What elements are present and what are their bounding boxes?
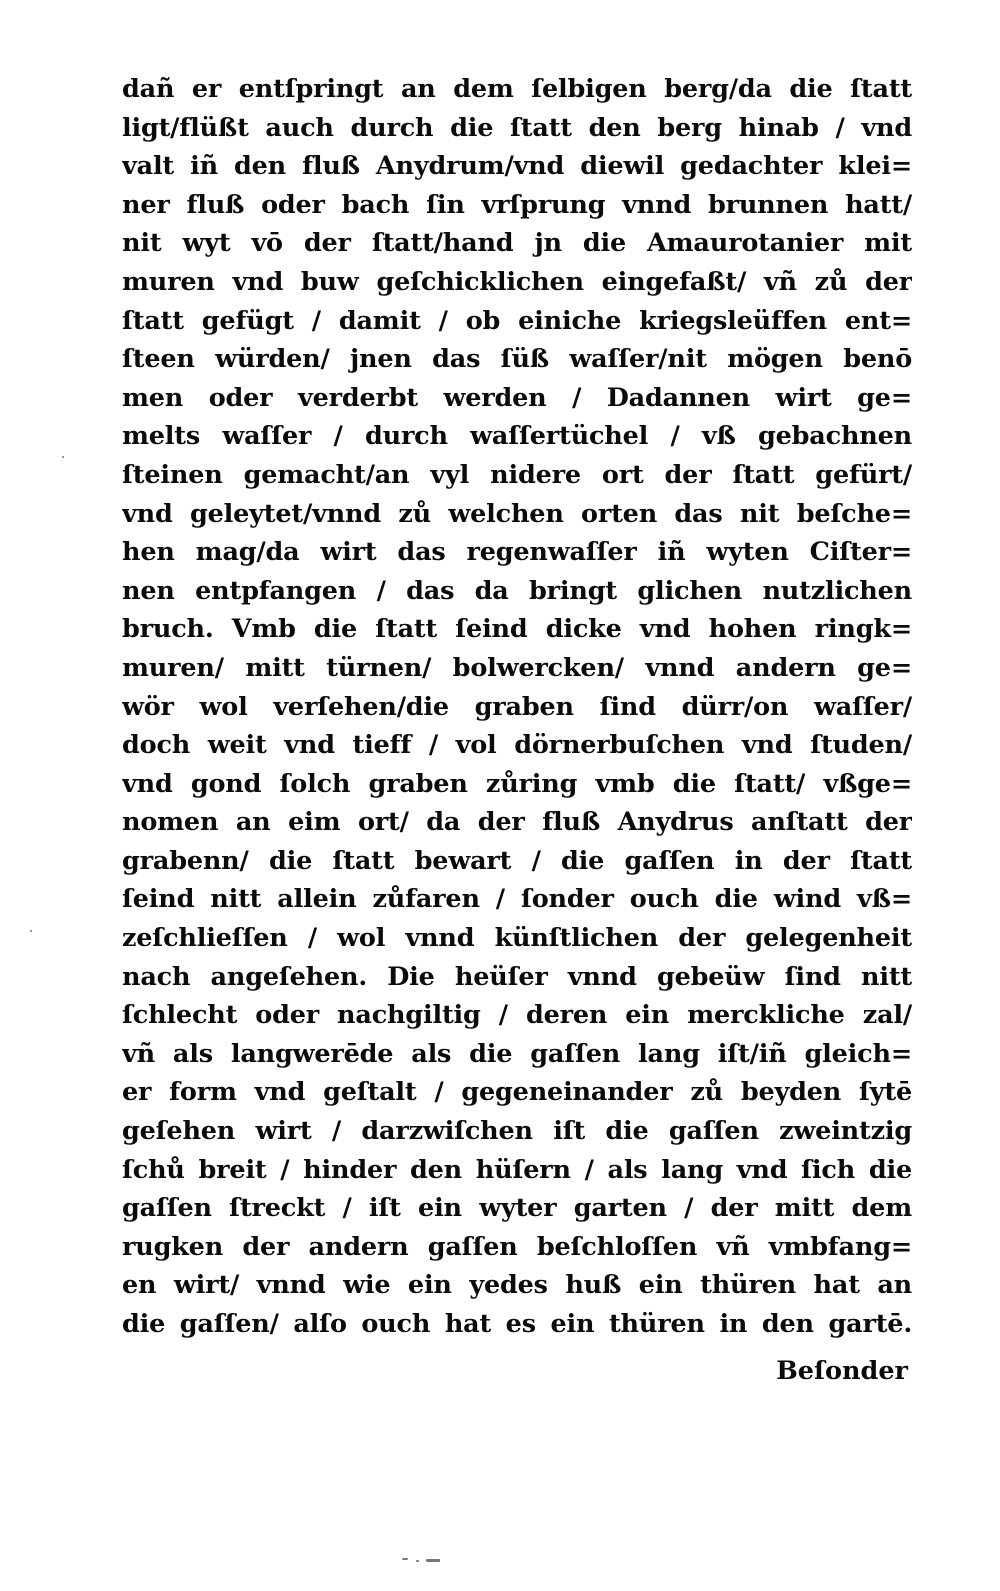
text-line: rugken der andern gaſſen beſchloſſen vñ vmbfang= (122, 1231, 912, 1262)
catchword: Beſonder (776, 1356, 908, 1386)
text-line: dañ er entſpringt an dem ſelbigen berg/da die ſtatt (122, 74, 912, 104)
text-line: nach angeſehen. Die heüſer vnnd gebeüw ſind nitt (122, 961, 912, 992)
text-line: vnd geleytet/vnnd zů welchen orten das nit beſche= (122, 498, 912, 529)
text-line: grabenn/ die ſtatt bewart / die gaſſen in der ſtatt (122, 845, 912, 876)
text-line: ſchů breit / hinder den hüſern / als lang vnd ſich die (122, 1154, 912, 1185)
ink-speck (426, 1559, 440, 1562)
text-line: en wirt/ vnnd wie ein yedes huß ein thüren hat an (122, 1270, 912, 1301)
text-line: wör wol verſehen/die graben ſind dürr/on waſſer/ (122, 691, 912, 722)
text-line: muren/ mitt türnen/ bolwercken/ vnnd andern ge= (122, 652, 912, 683)
ink-speck (416, 1560, 419, 1562)
text-line: doch weit vnd tieff / vol dörnerbuſchen vnd ſtuden/ (122, 730, 912, 761)
text-line: ligt/flüßt auch durch die ſtatt den berg hinab / vnd (122, 112, 912, 143)
text-line: muren vnd buw geſchicklichen eingefaßt/ vñ zů der (122, 266, 912, 297)
text-line: geſehen wirt / darzwiſchen iſt die gaſſen zweintzig (122, 1116, 912, 1147)
text-line: ſteinen gemacht/an vyl nidere ort der ſtatt gefürt/ (122, 459, 912, 490)
text-line: die gaſſen/ alſo ouch hat es ein thüren in den gartē. (122, 1309, 912, 1339)
ink-speck (402, 1558, 408, 1560)
text-line: ſeind nitt allein zůfaren / ſonder ouch die wind vß= (122, 884, 912, 915)
text-line: hen mag/da wirt das regenwaſſer iñ wyten Ciſter= (122, 537, 912, 568)
text-line: melts waſſer / durch waſſertüchel / vß gebachnen (122, 421, 912, 452)
text-line: valt iñ den fluß Anydrum/vnd diewil gedachter klei= (122, 151, 912, 182)
ink-speck (30, 930, 32, 932)
text-line: zeſchlieſſen / wol vnnd künſtlichen der gelegenheit (122, 923, 912, 954)
text-line: ſteen würden/ jnen das ſüß waſſer/nit mögen benō (122, 344, 912, 375)
text-line: ner fluß oder bach ſin vrſprung vnnd brunnen hatt/ (122, 189, 912, 220)
text-line: bruch. Vmb die ſtatt ſeind dicke vnd hohen ringk= (122, 614, 912, 645)
text-line: vnd gond ſolch graben zůring vmb die ſtatt/ vßge= (122, 768, 912, 799)
text-block (122, 70, 912, 1344)
text-line: nit wyt vō der ſtatt/hand jn die Amaurotanier mit (122, 228, 912, 259)
text-line: ſtatt gefügt / damit / ob einiche kriegsleüffen ent= (122, 305, 912, 336)
text-line: nomen an eim ort/ da der fluß Anydrus anſtatt der (122, 807, 912, 838)
text-line: ſchlecht oder nachgiltig / deren ein merckliche zal/ (122, 1000, 912, 1031)
text-line: gaſſen ſtreckt / iſt ein wyter garten / der mitt dem (122, 1193, 912, 1224)
text-line: vñ als langwerēde als die gaſſen lang iſt/iñ gleich= (122, 1038, 912, 1069)
text-line: er form vnd geſtalt / gegeneinander zů beyden ſytē (122, 1077, 912, 1108)
text-line: nen entpfangen / das da bringt glichen nutzlichen (122, 575, 912, 606)
ink-speck (62, 456, 64, 458)
text-line: men oder verderbt werden / Dadannen wirt ge= (122, 382, 912, 413)
